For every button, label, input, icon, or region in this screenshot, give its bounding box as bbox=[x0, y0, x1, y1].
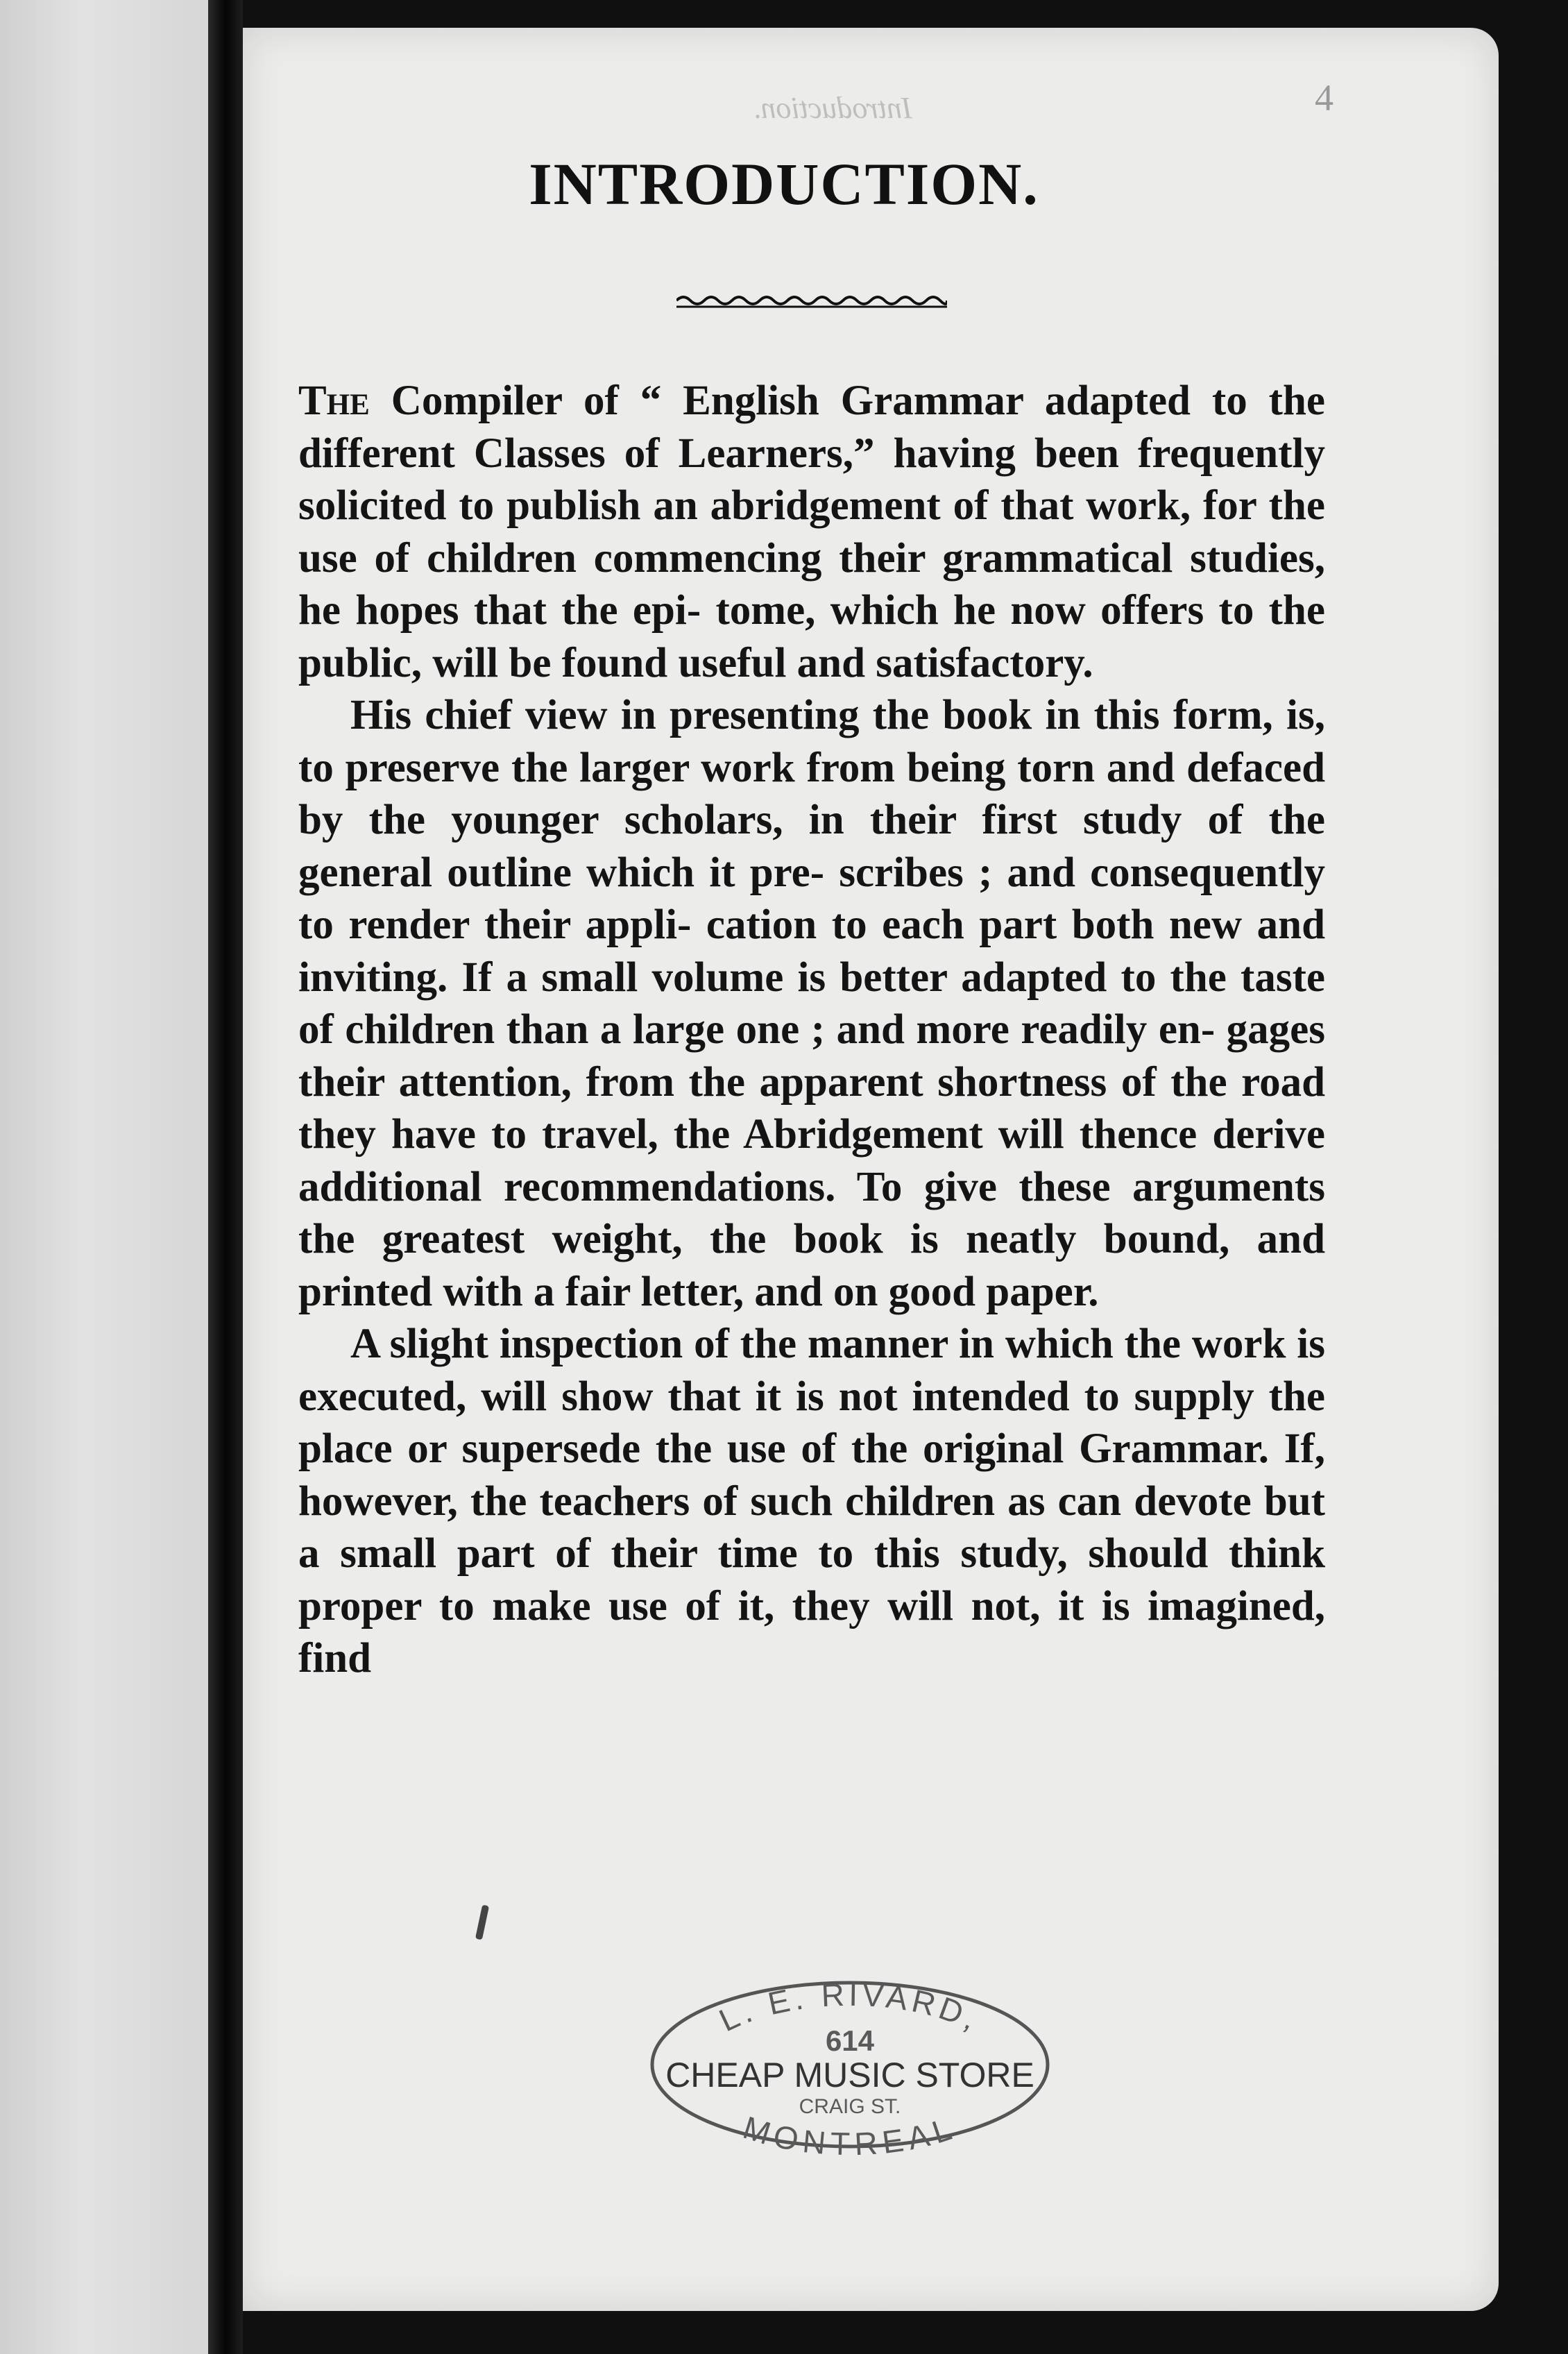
page-number: 4 bbox=[1315, 77, 1333, 119]
book-gutter bbox=[208, 0, 243, 2354]
paragraph-2 bbox=[298, 689, 1325, 1318]
page-title: INTRODUCTION. bbox=[529, 151, 1039, 217]
stamp-number: 614 bbox=[825, 2024, 875, 2057]
facing-page-edge bbox=[0, 0, 208, 2354]
paragraph-1-text: Compiler of “ English Grammar adapted to the different Classes of Learners,” having been frequently solicited to publish an abridgement of that work, for the use of children commencing their grammatical studies, he hopes that the epi- tome, which he now offers to the public, will be found useful and satisfactory. bbox=[298, 378, 1325, 686]
paragraph-1-lead: The bbox=[298, 378, 370, 424]
stamp-name: L. E. RIVARD, bbox=[713, 1976, 987, 2039]
bookseller-stamp bbox=[642, 1974, 1058, 2155]
stamp-city: MONTREAL bbox=[738, 2108, 962, 2155]
paragraph-3 bbox=[298, 1318, 1325, 1685]
paragraph-3-text: A slight inspection of the manner in which the work is executed, will show that it is not intended to supply the place or supersede the use of the original Grammar. If, however, the teachers of such children as can devote but a small part of their time to this study, should think proper to make use of it, they will not, it is imagined, find bbox=[298, 1321, 1325, 1682]
stamp-store: CHEAP MUSIC STORE bbox=[665, 2056, 1034, 2094]
bleed-through-running-head: Introduction. bbox=[753, 91, 912, 125]
ornamental-rule bbox=[676, 291, 947, 310]
paragraph-1 bbox=[298, 375, 1325, 689]
paragraph-2-text: His chief view in presenting the book in this form, is, to preserve the larger work from being torn and defaced by the younger scholars, in their first study of the general outline which it pre- scribes ; and consequently to render their appli- cation to each part both new and inviting. If a small volume is better adapted to the taste of children than a large one ; and more readily en- gages their attention, from the apparent shortness of the road they have to travel, the Abridgement will thence derive additional recommendations. To give these arguments the greatest weight, the book is neatly bound, and printed with a fair letter, and on good paper. bbox=[298, 692, 1325, 1315]
introduction-body bbox=[298, 375, 1325, 1685]
stamp-street: CRAIG ST. bbox=[799, 2095, 901, 2118]
